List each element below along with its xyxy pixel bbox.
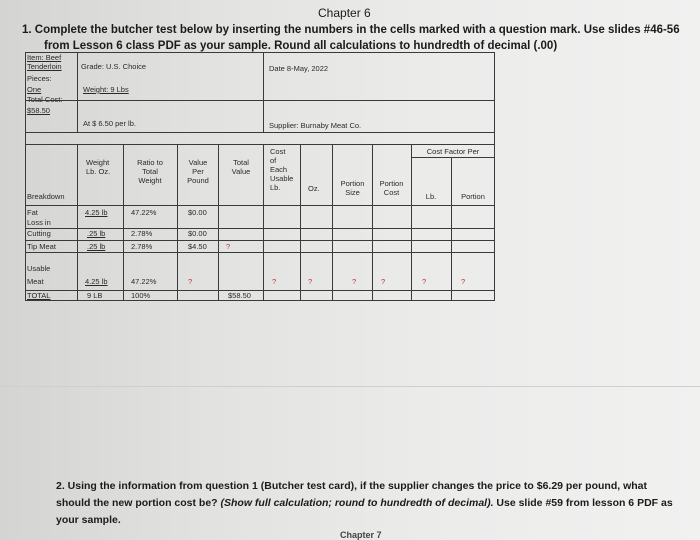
row-total-weight: 9 LB (87, 291, 103, 300)
question-1-line-2: from Lesson 6 class PDF as your sample. Round all calculations to hundredth of decimal (.00) (44, 40, 558, 52)
col-cost-1: Cost (270, 147, 286, 156)
next-chapter-label: Chapter 7 (340, 530, 382, 540)
pieces-label: Pieces: (27, 74, 52, 83)
price-per-lb: At $ 6.50 per lb. (83, 119, 136, 128)
col-line-9 (411, 144, 412, 301)
row-line-1 (25, 205, 495, 206)
card-border-left (25, 52, 26, 301)
date-text: Date 8-May, 2022 (269, 64, 329, 73)
row-usable-label-2: Meat (27, 277, 44, 286)
question-1-prompt (22, 22, 680, 54)
question-2-part-3: Use slide #59 from lesson 6 PDF as your sample. (56, 497, 673, 526)
col-total-1: Total (233, 158, 249, 167)
grade-text: Grade: U.S. Choice (81, 62, 147, 71)
item-label: Item: Beef (27, 53, 62, 62)
row-usable-portion-cost: ? (381, 277, 386, 286)
col-portion-cost-1: Portion (379, 179, 404, 188)
row-loss-label-2: Cutting (27, 229, 51, 238)
col-line-1 (77, 144, 78, 301)
col-portion: Portion (461, 192, 485, 201)
weight-text: Weight: 9 Lbs (83, 85, 129, 94)
supplier-text: Supplier: Burnaby Meat Co. (269, 121, 362, 130)
col-value-1: Value (188, 158, 208, 167)
row-fat-label: Fat (27, 208, 38, 217)
card-border-top (25, 52, 495, 53)
cost-factor-rule (411, 157, 495, 158)
row-usable-portion-size: ? (352, 277, 357, 286)
row-tip-label: Tip Meat (27, 242, 56, 251)
row-fat-ratio: 47.22% (131, 208, 157, 217)
row-tip-value: $4.50 (188, 242, 207, 251)
row-total-ratio: 100% (131, 291, 151, 300)
header-divider-1 (77, 52, 78, 132)
col-line-4 (218, 144, 219, 301)
row-usable-ratio: 47.22% (131, 277, 157, 286)
page-divider (0, 386, 700, 387)
col-value-3: Pound (187, 176, 209, 185)
col-line-7 (332, 144, 333, 301)
row-fat-value: $0.00 (188, 208, 207, 217)
row-total-label: TOTAL (27, 291, 51, 300)
total-cost-value: $58.50 (27, 106, 50, 115)
header-rule-3 (25, 144, 495, 145)
col-portion-size-2: Size (345, 188, 360, 197)
row-loss-label-1: Loss in (27, 218, 51, 227)
col-portion-size-1: Portion (340, 179, 365, 188)
row-usable-factor-lb: ? (422, 277, 427, 286)
row-tip-total: ? (226, 242, 231, 251)
col-portion-cost-2: Cost (383, 188, 400, 197)
row-loss-weight: .25 lb (87, 229, 106, 238)
row-tip-weight: .25 lb (87, 242, 106, 251)
row-total-value: $58.50 (228, 291, 251, 300)
row-loss-ratio: 2.78% (131, 229, 153, 238)
row-usable-cost-lb: ? (272, 277, 277, 286)
row-tip-ratio: 2.78% (131, 242, 153, 251)
row-usable-value: ? (188, 277, 193, 286)
col-line-2 (123, 144, 124, 301)
col-ratio-3: Weight (138, 176, 162, 185)
row-usable-oz: ? (308, 277, 313, 286)
card-border-bottom (25, 300, 495, 301)
col-total-2: Value (231, 167, 251, 176)
col-cost-factor: Cost Factor Per (426, 147, 480, 156)
col-cost-4: Usable (270, 174, 294, 183)
chapter-title: Chapter 6 (318, 6, 371, 20)
pieces-value: One (27, 85, 42, 94)
col-value-2: Per (192, 167, 204, 176)
item-value: Tenderloin (27, 62, 62, 71)
header-rule-2 (25, 132, 495, 133)
butcher-test-card (25, 52, 495, 302)
breakdown-label: Breakdown (27, 192, 65, 201)
question-2-part-1: 2. Using the information from question 1 (Butcher test card), if the supplier changes the price to $6.29 per pound, what should the new portion cost be? (56, 480, 647, 509)
col-cost-5: Lb. (270, 183, 281, 192)
col-ratio-2: Total (142, 167, 158, 176)
row-loss-value: $0.00 (188, 229, 207, 238)
row-usable-label-1: Usable (27, 264, 51, 273)
row-usable-factor-portion: ? (461, 277, 466, 286)
col-weight-1: Weight (86, 158, 110, 167)
row-fat-weight: 4.25 lb (85, 208, 108, 217)
question-2-prompt (56, 478, 676, 529)
question-2-part-2: (Show full calculation; round to hundredth of decimal). (220, 497, 494, 509)
col-line-8 (372, 144, 373, 301)
header-divider-2 (263, 52, 264, 132)
card-border-right (494, 52, 495, 301)
col-ratio-1: Ratio to (137, 158, 163, 167)
col-weight-2: Lb. Oz. (86, 167, 111, 176)
question-1-line-1: 1. Complete the butcher test below by inserting the numbers in the cells marked with a question mark. Use slides #46-56 (22, 24, 680, 36)
total-cost-label: Total Cost: (27, 95, 63, 104)
col-cost-3: Each (270, 165, 288, 174)
row-usable-weight: 4.25 lb (85, 277, 108, 286)
row-line-4 (25, 252, 495, 253)
col-oz: Oz. (308, 184, 320, 193)
col-line-10 (451, 157, 452, 301)
col-lb: Lb. (425, 192, 437, 201)
col-cost-2: of (270, 156, 277, 165)
col-line-5 (263, 144, 264, 301)
row-line-3 (25, 240, 495, 241)
header-rule-1 (25, 100, 495, 101)
col-line-6 (300, 144, 301, 301)
col-line-3 (177, 144, 178, 301)
